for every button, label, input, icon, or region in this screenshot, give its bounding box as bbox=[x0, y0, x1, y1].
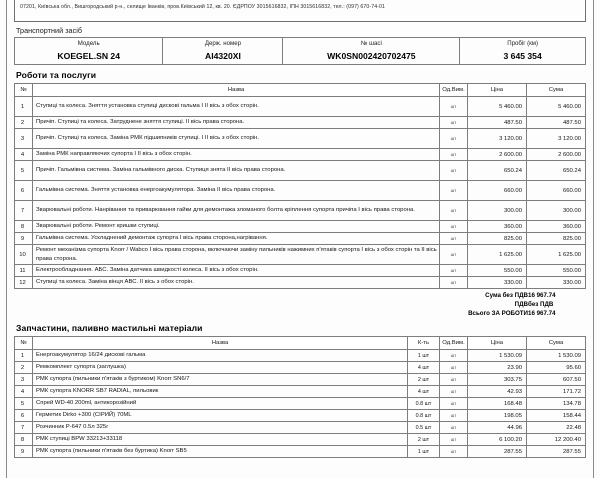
totals-row bbox=[378, 309, 586, 318]
table-row bbox=[15, 386, 586, 398]
parts-col-unit: Од.Вим. bbox=[440, 337, 468, 350]
totals-value: 16 967.74 bbox=[528, 310, 556, 317]
parts-row-price: 287.55 bbox=[468, 446, 527, 458]
works-row-name: Зварювальні роботи. Ремонт кришки ступиці. bbox=[33, 221, 440, 233]
parts-row-price: 1 530.09 bbox=[468, 350, 527, 362]
works-row-name: Причіп. Гальмівна система. Заміна гальмівного диска. Ступиця знята II вісь права сторона. bbox=[33, 161, 440, 181]
works-row-sum: 5 460.00 bbox=[527, 97, 586, 117]
parts-row-price: 44.96 bbox=[468, 422, 527, 434]
works-row-name: Причіп. Ступиці та колеса. Затруднене зняття ступиці. II вісь права сторона. bbox=[33, 117, 440, 129]
works-row-price: 360.00 bbox=[468, 221, 527, 233]
parts-row-sum: 287.55 bbox=[527, 446, 586, 458]
works-row-num: 1 bbox=[15, 97, 33, 117]
parts-row-name: Спрей WD-40 200ml, антикорозійний bbox=[33, 398, 408, 410]
works-table bbox=[14, 83, 586, 289]
parts-row-qty: 1 шт bbox=[408, 446, 440, 458]
table-row bbox=[15, 221, 586, 233]
table-row bbox=[15, 149, 586, 161]
table-row bbox=[15, 265, 586, 277]
parts-row-unit: шт bbox=[440, 398, 468, 410]
works-row-unit: шт bbox=[440, 149, 468, 161]
table-row bbox=[15, 245, 586, 265]
works-totals bbox=[14, 291, 586, 318]
vehicle-section-caption: Транспортний засіб bbox=[16, 26, 83, 35]
table-row bbox=[15, 350, 586, 362]
parts-row-qty: 4 шт bbox=[408, 362, 440, 374]
works-row-sum: 360.00 bbox=[527, 221, 586, 233]
parts-row-price: 168.48 bbox=[468, 398, 527, 410]
works-row-name: Ремонт механізма супорта Knorr / Wabco I вісь права сторона, включаючи заміну пильників нажимних п'ятаків супорта I вісь з обох сторін та II вісь права сторона. bbox=[33, 245, 440, 265]
works-row-num: 2 bbox=[15, 117, 33, 129]
vehicle-value-mileage: 3 645 354 bbox=[460, 49, 586, 65]
works-row-num: 8 bbox=[15, 221, 33, 233]
works-row-num: 9 bbox=[15, 233, 33, 245]
parts-row-price: 23.90 bbox=[468, 362, 527, 374]
parts-row-sum: 171.72 bbox=[527, 386, 586, 398]
totals-label: Всього ЗА РОБОТИ bbox=[468, 310, 528, 317]
works-row-sum: 550.00 bbox=[527, 265, 586, 277]
works-row-unit: шт bbox=[440, 97, 468, 117]
parts-row-num: 1 bbox=[15, 350, 33, 362]
parts-row-price: 198.05 bbox=[468, 410, 527, 422]
parts-row-sum: 22.48 bbox=[527, 422, 586, 434]
parts-col-price: Ціна bbox=[468, 337, 527, 350]
works-row-num: 4 bbox=[15, 149, 33, 161]
parts-row-unit: шт bbox=[440, 350, 468, 362]
parts-row-num: 3 bbox=[15, 374, 33, 386]
table-row bbox=[15, 422, 586, 434]
parts-row-name: Розчинник Р-647 0.5л 325г bbox=[33, 422, 408, 434]
works-row-name: Ступиці та колеса. Зняття установка ступиці дискові гальма I II вісь з обох сторін. bbox=[33, 97, 440, 117]
works-row-unit: шт bbox=[440, 265, 468, 277]
works-row-unit: шт bbox=[440, 117, 468, 129]
parts-row-sum: 1 530.09 bbox=[527, 350, 586, 362]
totals-value: 16 967.74 bbox=[528, 292, 556, 299]
works-row-name: Причіп. Ступиці та колеса. Заміна РМК підшипників ступиці. I II вісь з обох сторін. bbox=[33, 129, 440, 149]
works-row-num: 3 bbox=[15, 129, 33, 149]
works-row-sum: 650.24 bbox=[527, 161, 586, 181]
vehicle-table bbox=[14, 37, 586, 65]
works-row-unit: шт bbox=[440, 277, 468, 289]
table-row bbox=[15, 362, 586, 374]
table-row bbox=[15, 117, 586, 129]
works-col-num: № bbox=[15, 84, 33, 97]
works-row-unit: шт bbox=[440, 233, 468, 245]
table-row bbox=[15, 201, 586, 221]
parts-row-name: РМК супорта (пильники п'ятаків без буртика) Knorr SB5 bbox=[33, 446, 408, 458]
parts-row-num: 8 bbox=[15, 434, 33, 446]
works-row-sum: 300.00 bbox=[527, 201, 586, 221]
parts-row-num: 2 bbox=[15, 362, 33, 374]
works-row-sum: 2 600.00 bbox=[527, 149, 586, 161]
totals-row bbox=[378, 300, 586, 309]
works-row-name: Гальмівна система. Ускладнений демонтаж супорта I вісь права сторона,нагрівання. bbox=[33, 233, 440, 245]
totals-label: ПДВ bbox=[514, 301, 528, 308]
parts-row-qty: 4 шт bbox=[408, 386, 440, 398]
parts-row-qty: 0.5 шт bbox=[408, 422, 440, 434]
works-section-caption: Роботи та послуги bbox=[16, 70, 97, 80]
table-row bbox=[15, 181, 586, 201]
vehicle-value-chassis: WK0SN002420702475 bbox=[283, 49, 460, 65]
parts-row-sum: 607.50 bbox=[527, 374, 586, 386]
parts-row-unit: шт bbox=[440, 386, 468, 398]
works-row-sum: 487.50 bbox=[527, 117, 586, 129]
vehicle-header-plate: Держ. номер bbox=[163, 38, 283, 50]
works-row-unit: шт bbox=[440, 245, 468, 265]
works-row-price: 300.00 bbox=[468, 201, 527, 221]
parts-row-qty: 2 шт bbox=[408, 374, 440, 386]
works-row-num: 5 bbox=[15, 161, 33, 181]
parts-header-row bbox=[15, 337, 586, 350]
parts-row-qty: 1 шт bbox=[408, 350, 440, 362]
page-right-border bbox=[593, 0, 594, 480]
totals-label: Сума без ПДВ bbox=[485, 292, 528, 299]
parts-section-caption: Запчастини, паливно мастильні матеріали bbox=[16, 323, 203, 333]
table-row bbox=[15, 446, 586, 458]
vehicle-header-chassis: № шасі bbox=[283, 38, 460, 50]
parts-row-qty: 0.8 шт bbox=[408, 410, 440, 422]
works-row-sum: 1 625.00 bbox=[527, 245, 586, 265]
parts-row-qty: 0.8 шт bbox=[408, 398, 440, 410]
works-row-unit: шт bbox=[440, 221, 468, 233]
parts-row-sum: 158.44 bbox=[527, 410, 586, 422]
works-row-num: 11 bbox=[15, 265, 33, 277]
vehicle-header-mileage: Пробіг (км) bbox=[460, 38, 586, 50]
parts-row-unit: шт bbox=[440, 446, 468, 458]
parts-row-name: РМК супорта KNORR SB7 RADIAL, пильовик bbox=[33, 386, 408, 398]
parts-row-sum: 134.78 bbox=[527, 398, 586, 410]
table-row bbox=[15, 374, 586, 386]
parts-row-name: РМК супорта (пильники п'ятаків з буртиком) Knorr SN6/7 bbox=[33, 374, 408, 386]
vehicle-header-row bbox=[15, 38, 586, 50]
works-row-price: 2 600.00 bbox=[468, 149, 527, 161]
table-row bbox=[15, 97, 586, 117]
works-col-name: Назва bbox=[33, 84, 440, 97]
vehicle-header-model: Модель bbox=[15, 38, 163, 50]
parts-row-unit: шт bbox=[440, 410, 468, 422]
parts-row-sum: 12 200.40 bbox=[527, 434, 586, 446]
parts-row-unit: шт bbox=[440, 422, 468, 434]
parts-row-unit: шт bbox=[440, 362, 468, 374]
works-row-num: 12 bbox=[15, 277, 33, 289]
vehicle-value-model: KOEGEL.SN 24 bbox=[15, 49, 163, 65]
company-address: 07201, Київська обл., Вишгородський р-н., селище Іванків, пров.Київський 12, кв. 20. ЄДРПОУ 3015616832, ІПН 3015616832, тел.: (097) 670-74-01 bbox=[20, 4, 385, 10]
table-row bbox=[15, 434, 586, 446]
works-row-name: Заміна РМК направляючих супорта I II вісь з обох сторін. bbox=[33, 149, 440, 161]
page-left-border bbox=[6, 0, 7, 480]
parts-row-num: 7 bbox=[15, 422, 33, 434]
parts-col-num: № bbox=[15, 337, 33, 350]
parts-row-sum: 95.60 bbox=[527, 362, 586, 374]
table-row bbox=[15, 410, 586, 422]
works-row-name: Ступиці та колеса. Заміна вінця АВС. II вісь з обох сторін. bbox=[33, 277, 440, 289]
vehicle-value-plate: AI4320XI bbox=[163, 49, 283, 65]
works-row-sum: 660.00 bbox=[527, 181, 586, 201]
parts-row-num: 4 bbox=[15, 386, 33, 398]
table-row bbox=[15, 233, 586, 245]
parts-row-unit: шт bbox=[440, 434, 468, 446]
parts-row-num: 9 bbox=[15, 446, 33, 458]
works-col-sum: Сума bbox=[527, 84, 586, 97]
works-row-name: Зварювальні роботи. Нанрівання та приварювання гайки для демонтажа зломаного болта кріплення супорта причіпа I вісь права сторона. bbox=[33, 201, 440, 221]
parts-row-price: 303.75 bbox=[468, 374, 527, 386]
parts-row-price: 6 100.20 bbox=[468, 434, 527, 446]
works-row-price: 1 625.00 bbox=[468, 245, 527, 265]
works-row-num: 6 bbox=[15, 181, 33, 201]
parts-table bbox=[14, 336, 586, 458]
works-row-sum: 3 120.00 bbox=[527, 129, 586, 149]
parts-row-name: Ремкомплект супорта (заглушка) bbox=[33, 362, 408, 374]
works-row-price: 330.00 bbox=[468, 277, 527, 289]
works-row-name: Електрообладнання. АБС. Заміна датчика швидкості колеса. II вісь з обох сторін. bbox=[33, 265, 440, 277]
works-row-unit: шт bbox=[440, 161, 468, 181]
table-row bbox=[15, 161, 586, 181]
parts-row-num: 5 bbox=[15, 398, 33, 410]
parts-row-unit: шт bbox=[440, 374, 468, 386]
works-row-num: 10 bbox=[15, 245, 33, 265]
table-row bbox=[15, 277, 586, 289]
parts-row-name: РМК ступиці BPW 33213+33118 bbox=[33, 434, 408, 446]
company-header-box bbox=[14, 0, 586, 22]
table-row bbox=[15, 398, 586, 410]
works-row-price: 825.00 bbox=[468, 233, 527, 245]
parts-row-name: Герметик Dirko +300 (СІРИЙ) 70ML bbox=[33, 410, 408, 422]
parts-row-name: Енергоакумулятор 16/24 дискові гальма bbox=[33, 350, 408, 362]
works-col-price: Ціна bbox=[468, 84, 527, 97]
works-col-unit: Од.Вим. bbox=[440, 84, 468, 97]
works-row-unit: шт bbox=[440, 129, 468, 149]
parts-row-num: 6 bbox=[15, 410, 33, 422]
parts-col-name: Назва bbox=[33, 337, 408, 350]
totals-row bbox=[378, 291, 586, 300]
parts-row-price: 42.93 bbox=[468, 386, 527, 398]
works-row-price: 3 120.00 bbox=[468, 129, 527, 149]
parts-col-qty: К-ть bbox=[408, 337, 440, 350]
works-header-row bbox=[15, 84, 586, 97]
works-row-sum: 825.00 bbox=[527, 233, 586, 245]
parts-col-sum: Сума bbox=[527, 337, 586, 350]
works-row-price: 487.50 bbox=[468, 117, 527, 129]
works-row-sum: 330.00 bbox=[527, 277, 586, 289]
parts-row-qty: 2 шт bbox=[408, 434, 440, 446]
works-row-price: 550.00 bbox=[468, 265, 527, 277]
works-row-name: Гальмівна система. Зняття установка енергоакумулятора. Заміна II вісь права сторона. bbox=[33, 181, 440, 201]
works-row-price: 5 460.00 bbox=[468, 97, 527, 117]
works-row-unit: шт bbox=[440, 181, 468, 201]
vehicle-value-row bbox=[15, 49, 586, 65]
table-row bbox=[15, 129, 586, 149]
totals-value: без ПДВ bbox=[528, 301, 554, 308]
works-row-num: 7 bbox=[15, 201, 33, 221]
works-row-unit: шт bbox=[440, 201, 468, 221]
works-row-price: 650.24 bbox=[468, 161, 527, 181]
works-row-price: 660.00 bbox=[468, 181, 527, 201]
